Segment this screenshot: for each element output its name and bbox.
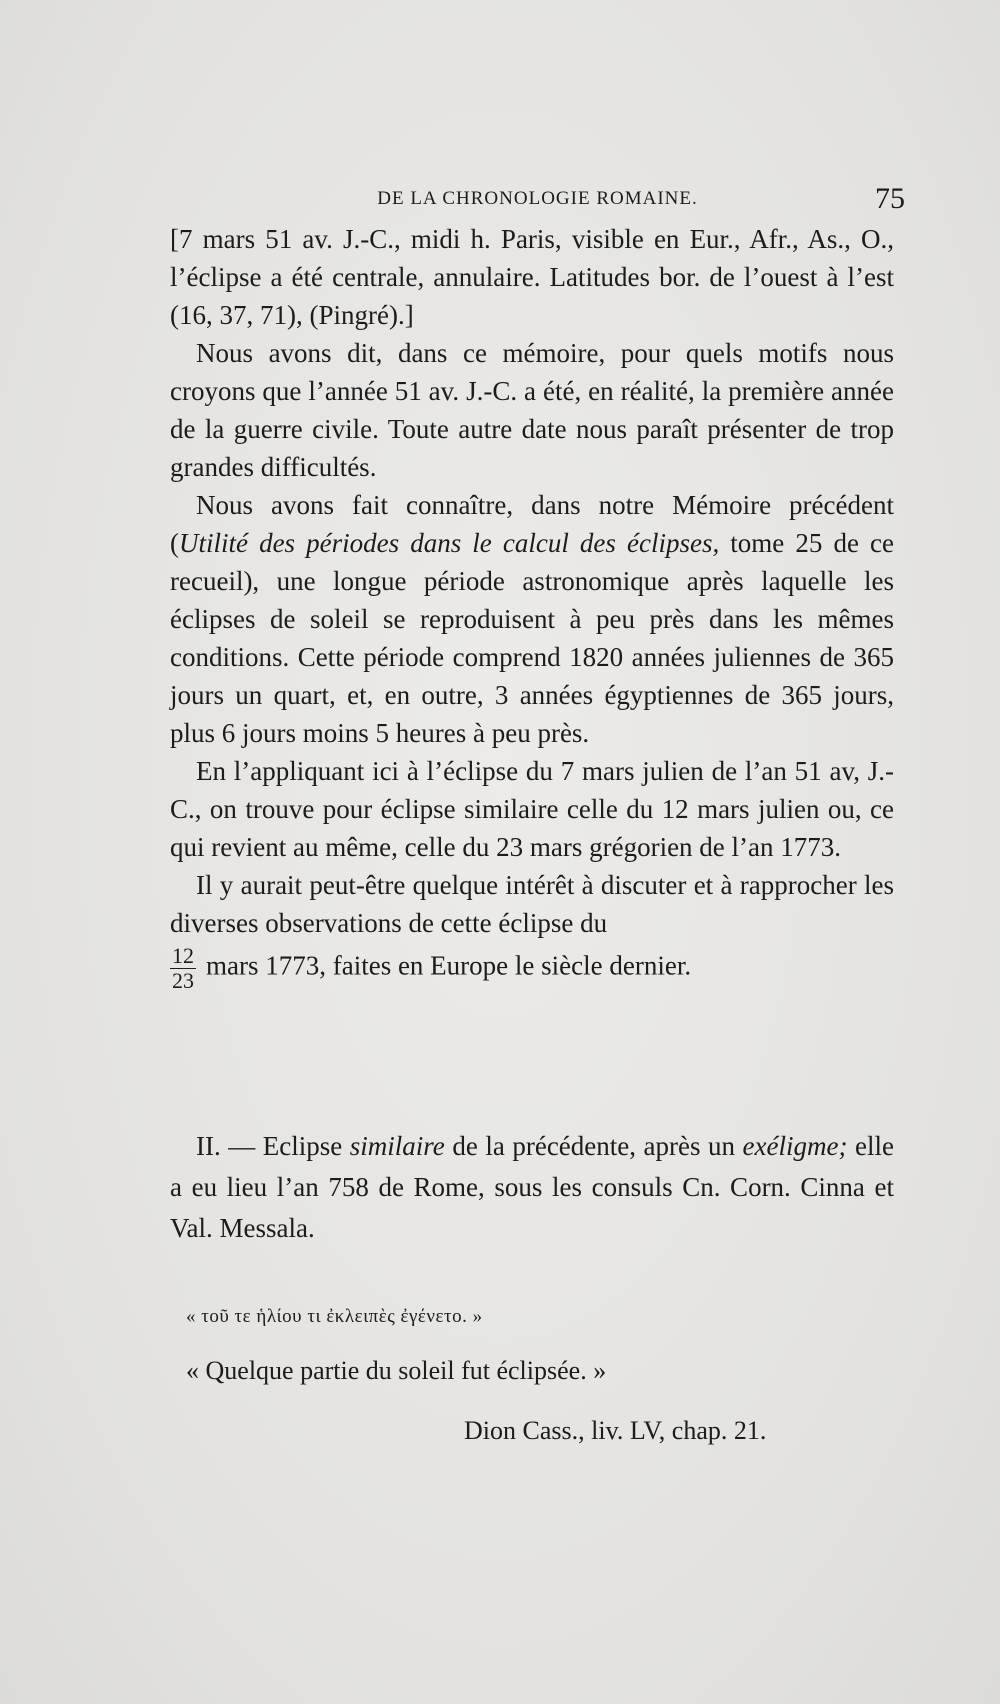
section-ii-end: elle a eu lieu l’an 758 de Rome, sous les consuls Cn. Corn. Cinna et Val. Messala. [170,1131,894,1243]
paragraph-period [170,486,894,752]
section-ii-italic-exeligme: exéligme; [742,1131,848,1161]
section-ii-paragraph [170,1126,894,1249]
page-number: 75 [875,182,905,215]
section-ii [170,1126,894,1249]
section-ii-middle: de la précédente, après un [444,1131,743,1161]
paragraph-similar-eclipse: En l’appliquant ici à l’éclipse du 7 mars julien de l’an 51 av, J.-C., on trouve pour éclipse similaire celle du 12 mars julien ou, ce qui revient au même, celle du 23 mars grégorien de l’an 1773. [170,756,894,862]
french-quote: « Quelque partie du soleil fut éclipsée. » [186,1356,607,1385]
date-fraction [170,943,196,993]
section-ii-start: II. — Eclipse [196,1131,350,1161]
paragraph-observations-end [170,943,894,993]
source-citation: Dion Cass., liv. LV, chap. 21. [464,1416,767,1445]
paragraph-period-rest: tome 25 de ce recueil), une longue période astronomique après laquelle les éclipses de soleil se reproduisent à peu près dans les mêmes conditions. Cette période comprend 1820 années juliennes de 365 jours un quart, et, en outre, 3 années égyptiennes de 365 jours, plus 6 jours moins 5 heures à peu près. [170,528,894,748]
running-title: DE LA CHRONOLOGIE ROMAINE. [377,188,698,209]
paragraph-observations: Il y aurait peut-être quelque intérêt à discuter et à rapprocher les diverses observations de cette éclipse du [170,870,894,938]
section-ii-italic-similaire: similaire [349,1131,445,1161]
fraction-numerator: 12 [172,943,194,968]
paragraph-civil-war: Nous avons dit, dans ce mémoire, pour quels motifs nous croyons que l’année 51 av. J.-C. a été, en réalité, la première année de la guerre civile. Toute autre date nous paraît présenter de trop grandes difficultés. [170,338,894,482]
paragraph-eclipse-data: [7 mars 51 av. J.-C., midi h. Paris, visible en Eur., Afr., As., O., l’éclipse a été centrale, annulaire. Latitudes bor. de l’ouest à l’est (16, 37, 71), (Pingré).] [170,224,894,330]
running-head [170,182,905,216]
greek-quote: « τοῦ τε ἡλίου τι ἐκλειπὲς ἐγένετο. » [186,1306,483,1327]
body-text [170,220,894,991]
paragraph-period-start: Nous avons fait connaître, dans notre Mémoire précédent ( [170,490,894,558]
fraction-denominator: 23 [172,968,194,993]
observations-end-text: mars 1773, faites en Europe le siècle dernier. [206,950,692,981]
memoir-title: Utilité des périodes dans le calcul des éclipses, [179,528,720,558]
